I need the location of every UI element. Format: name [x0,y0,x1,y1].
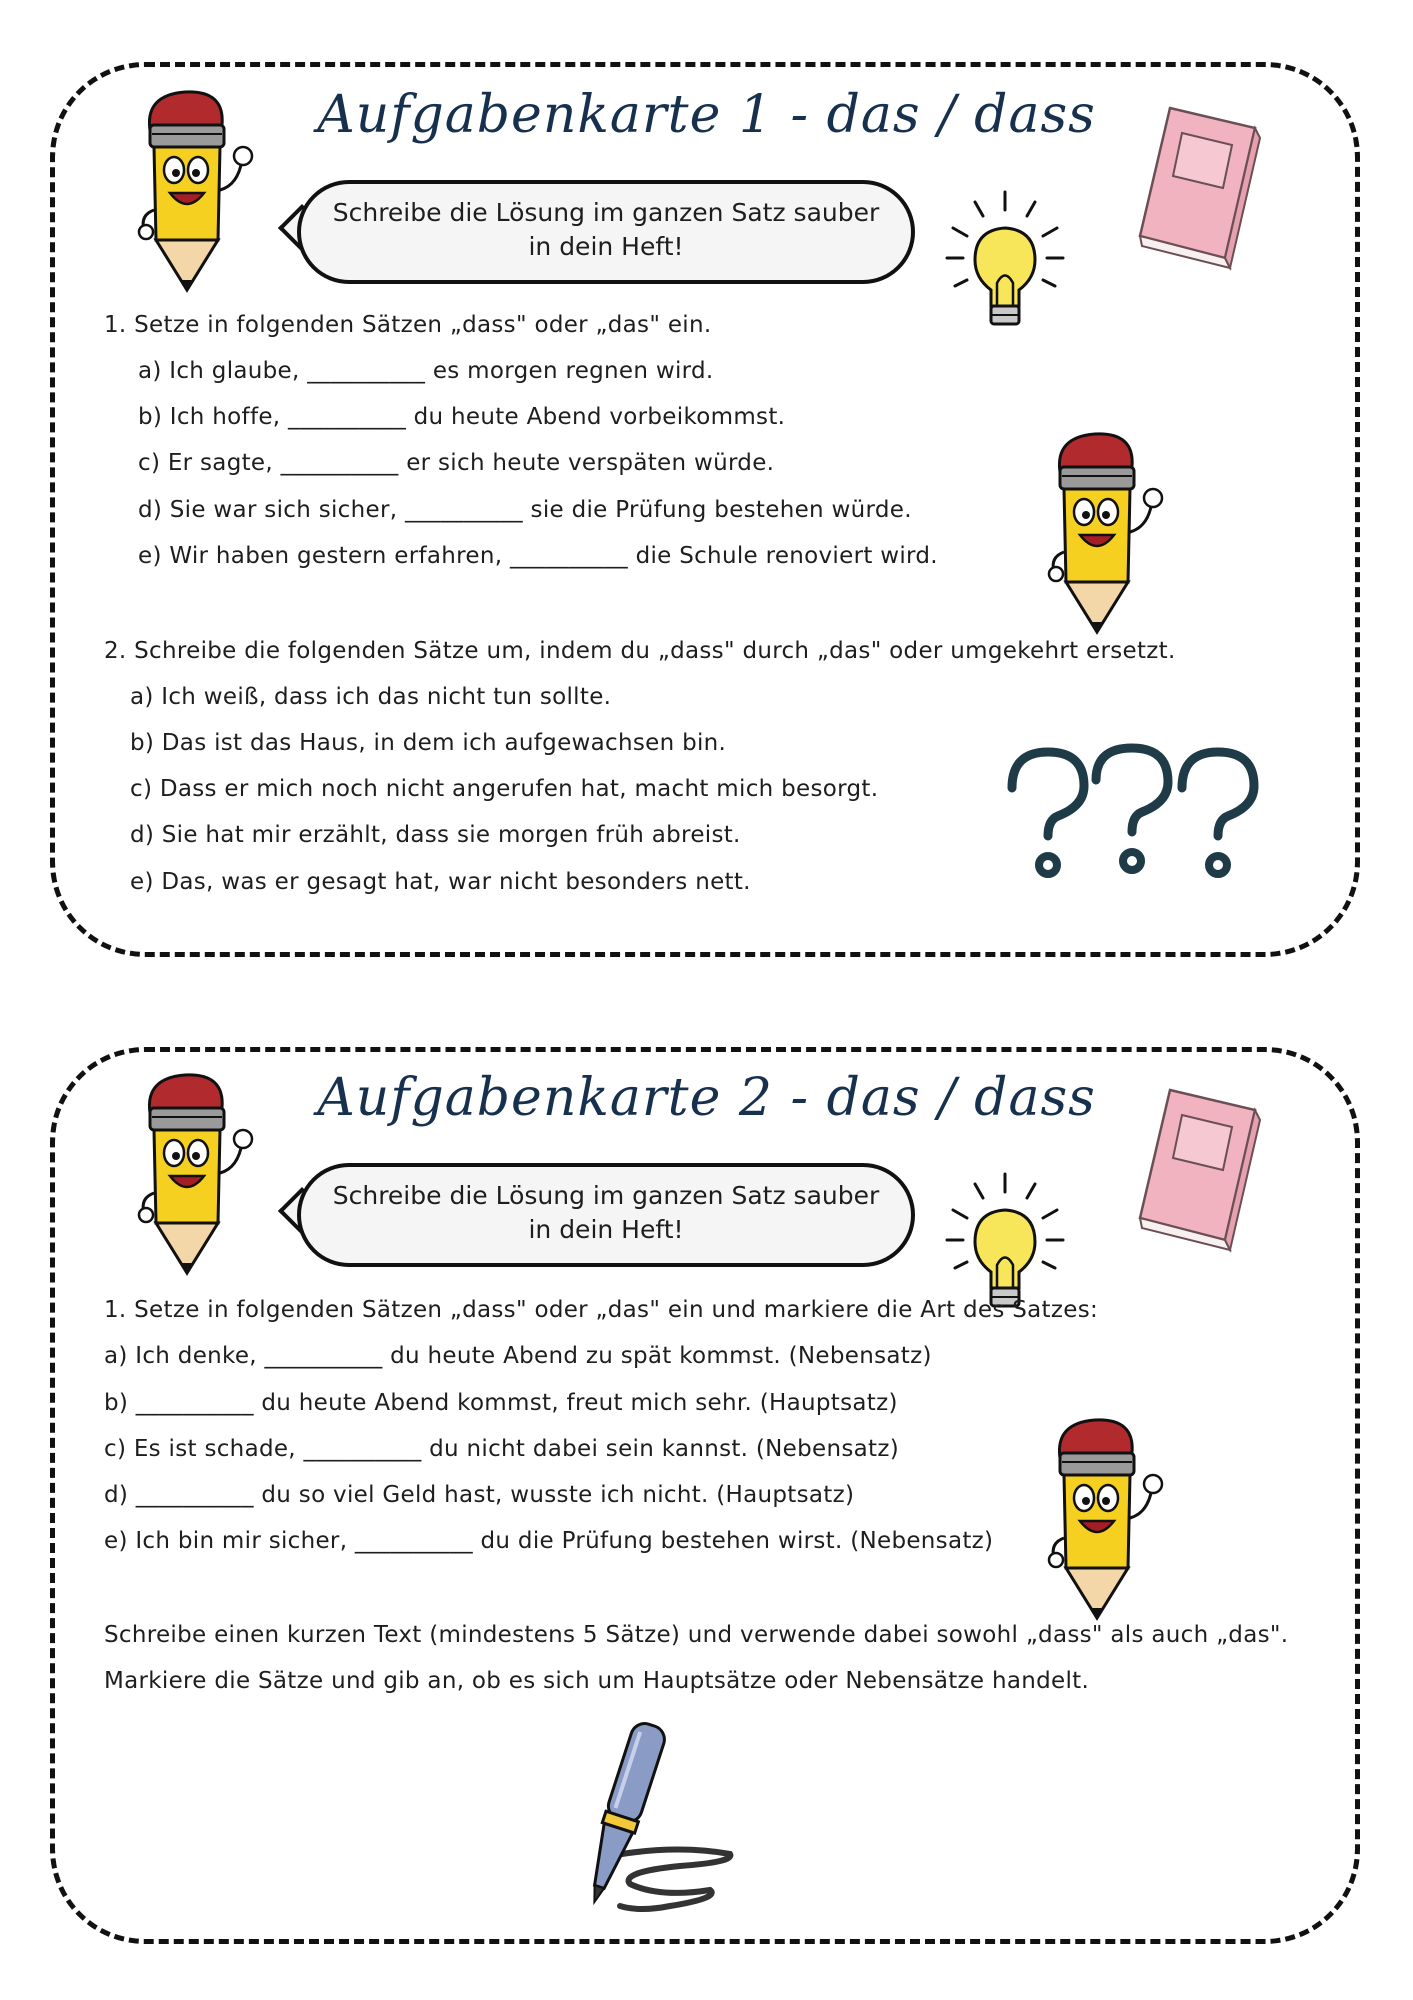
task1-item-e: e) Wir haben gestern erfahren, __________ die Schule renoviert wird. [138,543,938,569]
task2-item-e: e) Das, was er gesagt hat, war nicht besonders nett. [130,869,751,895]
speech-bubble [297,180,915,284]
task2-item-b: b) Das ist das Haus, in dem ich aufgewachsen bin. [130,730,727,756]
pencil-mascot-icon [1050,1418,1180,1628]
bubble-line-1: Schreibe die Lösung im ganzen Satz sauber [332,198,880,227]
task2-item-d: d) Sie hat mir erzählt, dass sie morgen früh abreist. [130,822,741,848]
bubble-line-1: Schreibe die Lösung im ganzen Satz sauber [332,1181,880,1210]
task2-heading: 2. Schreibe die folgenden Sätze um, indem du „dass" durch „das" oder umgekehrt ersetzt. [104,638,1176,664]
pencil-mascot-icon [1050,432,1180,642]
pencil-mascot-icon [140,1073,270,1283]
task1-item-a: a) Ich denke, __________ du heute Abend zu spät kommst. (Nebensatz) [104,1343,932,1369]
card1-title: Aufgabenkarte 1 - das / dass [317,85,1096,145]
speech-bubble [297,1163,915,1267]
task1-item-d: d) Sie war sich sicher, __________ sie die Prüfung bestehen würde. [138,497,912,523]
book-icon [1130,108,1265,273]
task1-item-c: c) Es ist schade, __________ du nicht dabei sein kannst. (Nebensatz) [104,1436,899,1462]
task2-line-2: Markiere die Sätze und gib an, ob es sich um Hauptsätze oder Nebensätze handelt. [104,1668,1090,1694]
card2-title: Aufgabenkarte 2 - das / dass [317,1068,1096,1128]
task1-item-d: d) __________ du so viel Geld hast, wusste ich nicht. (Hauptsatz) [104,1482,855,1508]
pen-icon [560,1720,750,1920]
bubble-line-2: in dein Heft! [528,232,684,261]
lightbulb-icon [945,188,1065,328]
task1-item-e: e) Ich bin mir sicher, __________ du die Prüfung bestehen wirst. (Nebensatz) [104,1528,994,1554]
task2-item-c: c) Dass er mich noch nicht angerufen hat, macht mich besorgt. [130,776,879,802]
task1-item-b: b) __________ du heute Abend kommst, freut mich sehr. (Hauptsatz) [104,1390,898,1416]
task1-heading: 1. Setze in folgenden Sätzen „dass" oder „das" ein. [104,312,712,338]
task1-item-c: c) Er sagte, __________ er sich heute verspäten würde. [138,450,775,476]
bubble-line-2: in dein Heft! [528,1215,684,1244]
task1-item-b: b) Ich hoffe, __________ du heute Abend vorbeikommst. [138,404,786,430]
task2-line-1: Schreibe einen kurzen Text (mindestens 5 Sätze) und verwende dabei sowohl „dass" als auch „das". [104,1622,1289,1648]
question-marks-icon [1000,740,1270,885]
task1-item-a: a) Ich glaube, __________ es morgen regnen wird. [138,358,714,384]
pencil-mascot-icon [140,90,270,300]
book-icon [1130,1090,1265,1255]
task1-heading: 1. Setze in folgenden Sätzen „dass" oder „das" ein und markiere die Art des Satzes: [104,1297,1099,1323]
lightbulb-icon [945,1170,1065,1310]
task2-item-a: a) Ich weiß, dass ich das nicht tun sollte. [130,684,612,710]
